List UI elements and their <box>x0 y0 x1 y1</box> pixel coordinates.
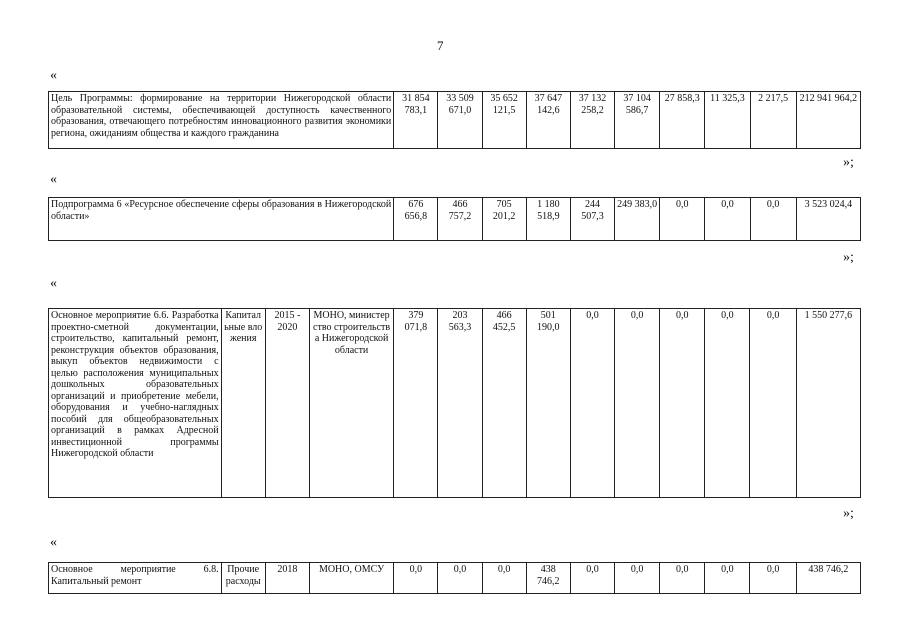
value-cell: 27 858,3 <box>660 92 705 149</box>
value-cell: 705 201,2 <box>482 198 526 241</box>
activity-text: Основное мероприятие 6.6. Разработка проектно-сметной документации, строительство, капитальный ремонт, реконструкция объектов образования, выкуп объектов недвижимости с целью расположения муниципальных дошкольных образовательных организаций и приобретение мебели, оборудования и учебно-наглядных пособий для общеобразовательных организаций в рамках Адресной инвестиционной программы Нижегородской области <box>49 309 222 498</box>
value-cell: 0,0 <box>438 563 482 594</box>
table-row <box>49 198 861 241</box>
activity-text: Основное мероприятие 6.8. Капитальный ремонт <box>49 563 222 594</box>
value-cell: 0,0 <box>482 563 526 594</box>
closing-quote: »; <box>843 506 854 521</box>
opening-quote: « <box>50 535 57 550</box>
value-cell: 203 563,3 <box>438 309 482 498</box>
value-cell: 676 656,8 <box>394 198 438 241</box>
table-row <box>49 309 861 498</box>
value-cell: 0,0 <box>705 198 750 241</box>
total-cell: 212 941 964,2 <box>796 92 860 149</box>
expense-type-cell: Капитальные вложения <box>221 309 265 498</box>
executor-cell: МОНО, ОМСУ <box>309 563 393 594</box>
expense-type-cell: Прочие расходы <box>221 563 265 594</box>
activity-6-8-table <box>48 562 861 594</box>
value-cell: 0,0 <box>615 563 660 594</box>
value-cell: 244 507,3 <box>570 198 614 241</box>
value-cell: 0,0 <box>705 309 750 498</box>
value-cell: 249 383,0 <box>615 198 660 241</box>
period-cell: 2018 <box>265 563 309 594</box>
value-cell: 0,0 <box>660 198 705 241</box>
subprogram-table <box>48 197 861 241</box>
total-cell: 1 550 277,6 <box>796 309 860 498</box>
opening-quote: « <box>50 68 57 83</box>
value-cell: 37 132 258,2 <box>570 92 614 149</box>
value-cell: 0,0 <box>705 563 750 594</box>
value-cell: 0,0 <box>750 309 796 498</box>
program-goal-text: Цель Программы: формирование на территории Нижегородской области образовательной системы, обеспечивающей доступность качественного образования, отвечающего потребностям инновационного развития экономики региона, ожиданиям общества и каждого гражданина <box>49 92 394 149</box>
total-cell: 3 523 024,4 <box>796 198 860 241</box>
value-cell: 0,0 <box>750 563 796 594</box>
value-cell: 466 757,2 <box>438 198 482 241</box>
value-cell: 37 104 586,7 <box>615 92 660 149</box>
value-cell: 31 854 783,1 <box>394 92 438 149</box>
page-number: 7 <box>437 38 444 53</box>
value-cell: 438 746,2 <box>526 563 570 594</box>
value-cell: 0,0 <box>750 198 796 241</box>
value-cell: 11 325,3 <box>705 92 750 149</box>
value-cell: 0,0 <box>570 563 614 594</box>
value-cell: 379 071,8 <box>394 309 438 498</box>
opening-quote: « <box>50 276 57 291</box>
value-cell: 501 190,0 <box>526 309 570 498</box>
value-cell: 35 652 121,5 <box>482 92 526 149</box>
executor-cell: МОНО, министерство строительства Нижегородской области <box>309 309 393 498</box>
value-cell: 0,0 <box>394 563 438 594</box>
value-cell: 1 180 518,9 <box>526 198 570 241</box>
subprogram-text: Подпрограмма 6 «Ресурсное обеспечение сферы образования в Нижегородской области» <box>49 198 394 241</box>
value-cell: 0,0 <box>660 309 705 498</box>
value-cell: 0,0 <box>570 309 614 498</box>
total-cell: 438 746,2 <box>796 563 860 594</box>
period-cell: 2015 - 2020 <box>265 309 309 498</box>
opening-quote: « <box>50 172 57 187</box>
value-cell: 466 452,5 <box>482 309 526 498</box>
activity-6-6-table <box>48 308 861 498</box>
closing-quote: »; <box>843 250 854 265</box>
value-cell: 0,0 <box>660 563 705 594</box>
value-cell: 0,0 <box>615 309 660 498</box>
table-row <box>49 563 861 594</box>
value-cell: 2 217,5 <box>750 92 796 149</box>
program-goal-table <box>48 91 861 149</box>
value-cell: 37 647 142,6 <box>526 92 570 149</box>
closing-quote: »; <box>843 155 854 170</box>
table-row <box>49 92 861 149</box>
value-cell: 33 509 671,0 <box>438 92 482 149</box>
